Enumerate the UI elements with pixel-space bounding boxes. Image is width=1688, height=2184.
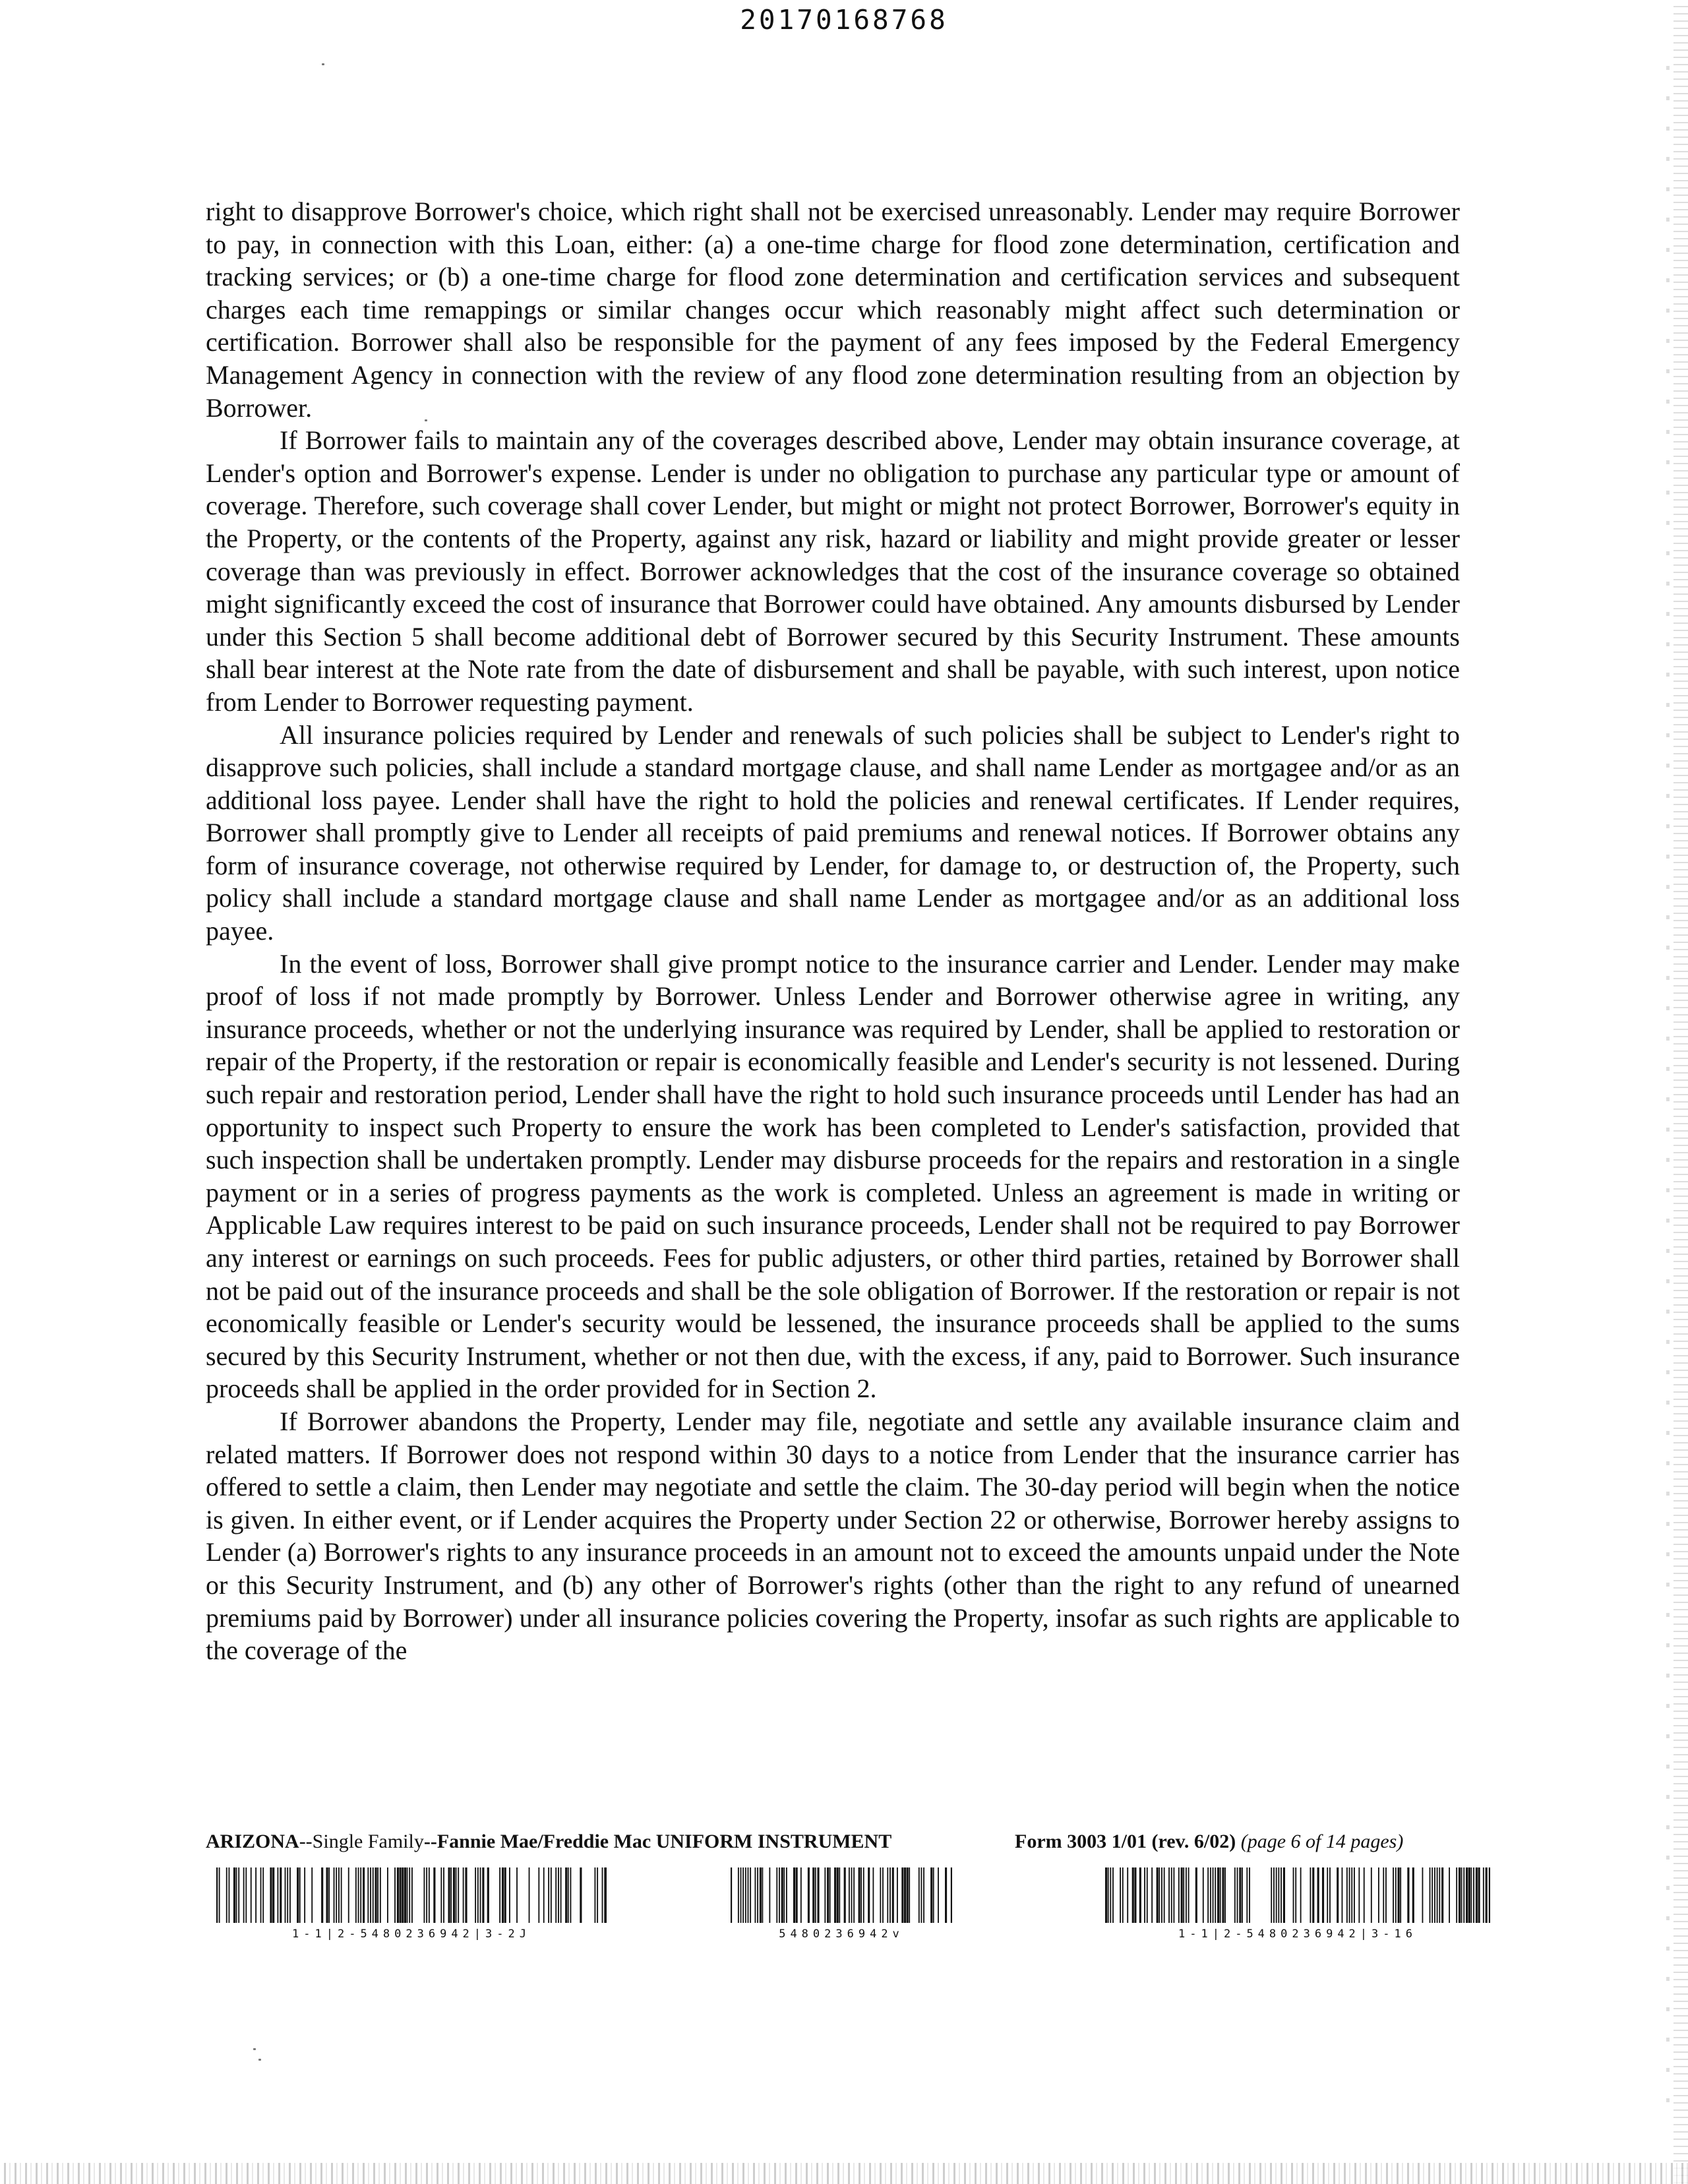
barcode-bar xyxy=(1273,1867,1275,1923)
footer-instrument: Fannie Mae/Freddie Mac UNIFORM INSTRUMENT xyxy=(437,1831,892,1852)
barcode-bar xyxy=(1132,1867,1134,1923)
barcode-bar xyxy=(1327,1867,1328,1923)
barcode-guard-bar xyxy=(731,1867,732,1923)
barcode-bar xyxy=(529,1867,530,1923)
barcode-bar xyxy=(1354,1867,1355,1923)
barcode-bar xyxy=(1412,1867,1414,1923)
barcode-bar xyxy=(882,1867,884,1923)
barcode-bar xyxy=(360,1867,361,1923)
barcode-bar xyxy=(1237,1867,1238,1923)
barcode-bar xyxy=(373,1867,374,1923)
barcode-text: 1-1|2-5480236942|3-2J xyxy=(292,1927,531,1941)
scan-speck xyxy=(258,2059,261,2061)
barcode-bar xyxy=(1463,1867,1464,1923)
barcode-bar xyxy=(1466,1867,1468,1923)
barcode-bar xyxy=(1430,1867,1431,1923)
barcode-bar xyxy=(334,1867,335,1923)
barcode-bar xyxy=(502,1867,504,1923)
barcode-bar xyxy=(304,1867,305,1923)
barcode-bar xyxy=(844,1867,846,1923)
barcode-bar xyxy=(278,1867,279,1923)
barcode-bar xyxy=(402,1867,404,1923)
barcode-bar xyxy=(1178,1867,1180,1923)
barcode-bar xyxy=(933,1867,934,1923)
barcode-bar xyxy=(1213,1867,1214,1923)
barcode-bar xyxy=(1210,1867,1211,1923)
barcode-bar xyxy=(762,1867,763,1923)
barcode-bar xyxy=(1476,1867,1478,1923)
paragraph-insurance-policies: All insurance policies required by Lender and renewals of such policies shall be subject to Lender's right to disapprove such policies, shall include a standard mortgage clause, and shall name Lender as mortgagee and/or as an additional loss payee. Lender shall have the right to hold the policies and renewal certificates. If Lender requires, Borrower shall promptly give to Lender all receipts of paid premiums and renewal notices. If Borrower obtains any form of insurance coverage, not otherwise required by Lender, for damage to, or destruction of, the Property, such policy shall include a standard mortgage clause and shall name Lender as mortgagee and/or as an additional loss payee. xyxy=(206,719,1460,946)
body-text xyxy=(206,195,1460,1667)
barcode-bar xyxy=(740,1867,742,1923)
footer-page-number: (page 6 of 14 pages) xyxy=(1240,1831,1404,1852)
barcode-bar xyxy=(480,1867,481,1923)
barcode-bar xyxy=(1188,1867,1190,1923)
barcode-bar xyxy=(904,1867,906,1923)
barcode-bar xyxy=(757,1867,758,1923)
barcode-bar xyxy=(555,1867,557,1923)
barcode-bar xyxy=(781,1867,783,1923)
barcode-bar xyxy=(1378,1867,1379,1923)
barcode-bar xyxy=(1468,1867,1470,1923)
barcode-bar xyxy=(1439,1867,1440,1923)
paragraph-abandonment: If Borrower abandons the Property, Lender may file, negotiate and settle any available insurance claim and related matters. If Borrower does not respond within 30 days to a notice from Lender that the insurance carrier has offered to settle a claim, then Lender may negotiate and settle the claim. The 30-day period will begin when the notice is given. In either event, or if Lender acquires the Property under Section 22 or otherwise, Borrower hereby assigns to Lender (a) Borrower's rights to any insurance proceeds in an amount not to exceed the amounts unpaid under the Note or this Security Instrument, and (b) any other of Borrower's rights (other than the right to any refund of unearned premiums paid by Borrower) under all insurance policies covering the Property, insofar as such rights are applicable to the coverage of the xyxy=(206,1406,1460,1666)
barcode-bar xyxy=(786,1867,787,1923)
barcode-bar xyxy=(443,1867,444,1923)
footer-form-id xyxy=(1015,1831,1403,1853)
barcode-bar xyxy=(251,1867,252,1923)
barcode-bar xyxy=(602,1867,603,1923)
barcode-bar xyxy=(1217,1867,1219,1923)
barcode-bar xyxy=(1383,1867,1384,1923)
barcode-bar xyxy=(1422,1867,1424,1923)
barcode-bar xyxy=(872,1867,874,1923)
barcode-bar xyxy=(1449,1867,1450,1923)
barcode-bar xyxy=(409,1867,410,1923)
barcode-bar xyxy=(404,1867,406,1923)
barcode-bar xyxy=(938,1867,939,1923)
barcode-bar xyxy=(380,1867,381,1923)
barcode-bar xyxy=(827,1867,829,1923)
recording-number: 20170168768 xyxy=(740,4,948,36)
barcode-bar xyxy=(326,1867,328,1923)
barcode-bar xyxy=(348,1867,349,1923)
barcode-bar xyxy=(458,1867,459,1923)
barcode-bar xyxy=(1122,1867,1124,1923)
barcode-bar xyxy=(465,1867,467,1923)
barcode-bar xyxy=(1164,1867,1165,1923)
barcode-bar xyxy=(1364,1867,1365,1923)
barcode-bar xyxy=(570,1867,572,1923)
barcode-bar xyxy=(1349,1867,1350,1923)
barcode-bar xyxy=(463,1867,464,1923)
barcode-bar xyxy=(1181,1867,1183,1923)
footer-dash: -- xyxy=(423,1831,437,1852)
barcode-bar xyxy=(394,1867,396,1923)
barcode-bar xyxy=(358,1867,359,1923)
barcode-bar xyxy=(260,1867,262,1923)
barcode-bar xyxy=(779,1867,780,1923)
barcode-bar xyxy=(1483,1867,1484,1923)
barcode-bar xyxy=(1173,1867,1174,1923)
paragraph-continued: right to disapprove Borrower's choice, which right shall not be exercised unreasonably. Lender may require Borrower to pay, in connection with this Loan, either: (a) a one-time charge for flood zone determination, certification and tracking services; or (b) a one-time charge for flood zone determination and certification services and subsequent charges each time remappings or similar changes occur which reasonably might affect such determination or certification. Borrower shall also be responsible for the payment of any fees imposed by the Federal Emergency Management Agency in connection with the review of any flood zone determination resulting from an objection by Borrower. xyxy=(206,197,1460,423)
barcode-bar xyxy=(1271,1867,1272,1923)
barcode-bar xyxy=(558,1867,559,1923)
barcode-bar xyxy=(1127,1867,1128,1923)
barcode-bar xyxy=(424,1867,425,1923)
barcode-bar xyxy=(776,1867,777,1923)
barcode-bar xyxy=(450,1867,452,1923)
scan-edge-shadow xyxy=(1673,0,1688,2184)
barcode-bar xyxy=(901,1867,903,1923)
barcode-bar xyxy=(255,1867,256,1923)
barcode-bar xyxy=(817,1867,819,1923)
barcode-bar xyxy=(1459,1867,1461,1923)
barcode-bar xyxy=(226,1867,227,1923)
barcode-bar xyxy=(1112,1867,1114,1923)
barcode-bar xyxy=(1203,1867,1204,1923)
barcode-bar xyxy=(568,1867,569,1923)
barcode-guard-bar xyxy=(1489,1867,1490,1923)
form-footer xyxy=(206,1831,1460,1853)
barcode-bar xyxy=(1239,1867,1241,1923)
barcode-bar xyxy=(1134,1867,1136,1923)
barcode-bar xyxy=(595,1867,596,1923)
barcode-bar xyxy=(328,1867,330,1923)
barcode-bar xyxy=(889,1867,891,1923)
barcode-bar xyxy=(1222,1867,1224,1923)
barcode-bar xyxy=(375,1867,377,1923)
barcode-bar xyxy=(387,1867,388,1923)
barcode-bar xyxy=(1157,1867,1159,1923)
barcode-bar xyxy=(219,1867,220,1923)
barcode-bar xyxy=(411,1867,413,1923)
barcode-bar xyxy=(1393,1867,1394,1923)
barcode-bar xyxy=(748,1867,749,1923)
barcode-bar xyxy=(1312,1867,1314,1923)
barcode-bar xyxy=(504,1867,506,1923)
scan-bottom-edge xyxy=(0,2163,1688,2184)
barcode-bar xyxy=(742,1867,744,1923)
barcode-guard-bar xyxy=(605,1867,607,1923)
barcode-bar xyxy=(1432,1867,1433,1923)
footer-family: Single Family xyxy=(312,1831,424,1852)
barcode-bar xyxy=(1398,1867,1400,1923)
barcode-bar xyxy=(1486,1867,1488,1923)
barcode-bar xyxy=(859,1867,860,1923)
barcode-bar xyxy=(1242,1867,1243,1923)
barcode-bar xyxy=(1215,1867,1216,1923)
barcode-bar xyxy=(311,1867,313,1923)
barcode-bar xyxy=(487,1867,489,1923)
barcode-bar xyxy=(1437,1867,1438,1923)
barcode-bar xyxy=(907,1867,909,1923)
paragraph-lender-coverage: If Borrower fails to maintain any of the coverages described above, Lender may obtain insurance coverage, at Lender's option and Borrower's expense. Lender is under no obligation to purchase any particular type or amount of coverage. Therefore, such coverage shall cover Lender, but might or might not protect Borrower, Borrower's equity in the Property, or the contents of the Property, against any risk, hazard or liability and might provide greater or lesser coverage than was previously in effect. Borrower acknowledges that the cost of the insurance coverage so obtained might significantly exceed the cost of insurance that Borrower could have obtained. Any amounts disbursed by Lender under this Section 5 shall become additional debt of Borrower secured by this Security Instrument. These amounts shall bear interest at the Note rate from the date of disbursement and shall be payable, with such interest, upon notice from Lender to Borrower requesting payment. xyxy=(206,425,1460,717)
barcode-bar xyxy=(336,1867,337,1923)
barcode-bar xyxy=(1342,1867,1343,1923)
barcode-right xyxy=(1105,1867,1490,1941)
barcode-bar xyxy=(769,1867,770,1923)
barcode-bar xyxy=(280,1867,282,1923)
barcode-bar xyxy=(1329,1867,1331,1923)
barcode-bar xyxy=(853,1867,855,1923)
barcode-bar xyxy=(238,1867,239,1923)
barcode-bar xyxy=(453,1867,455,1923)
barcode-bar xyxy=(1317,1867,1319,1923)
barcode-bar xyxy=(448,1867,450,1923)
barcode-bar xyxy=(1473,1867,1474,1923)
barcode-bar xyxy=(745,1867,746,1923)
barcode-bar xyxy=(1310,1867,1311,1923)
barcode-bar xyxy=(923,1867,924,1923)
barcode-bar xyxy=(829,1867,831,1923)
barcode-bar xyxy=(945,1867,947,1923)
barcode-bar xyxy=(1159,1867,1160,1923)
barcode-bar xyxy=(1276,1867,1277,1923)
barcode-bar xyxy=(233,1867,235,1923)
barcode-bar xyxy=(243,1867,245,1923)
barcode-bars xyxy=(1105,1867,1490,1923)
barcode-bar xyxy=(287,1867,288,1923)
barcode-bar xyxy=(1168,1867,1170,1923)
barcode-bar xyxy=(370,1867,371,1923)
barcode-bar xyxy=(1195,1867,1197,1923)
barcode-bar xyxy=(1249,1867,1250,1923)
barcode-bar xyxy=(1151,1867,1153,1923)
barcode-bar xyxy=(456,1867,457,1923)
barcode-bar xyxy=(834,1867,836,1923)
barcode-bar xyxy=(793,1867,795,1923)
barcode-bar xyxy=(1278,1867,1279,1923)
barcode-bar xyxy=(808,1867,810,1923)
barcode-bar xyxy=(919,1867,920,1923)
barcode-bar xyxy=(289,1867,291,1923)
barcode-bar xyxy=(551,1867,552,1923)
barcode-bar xyxy=(580,1867,582,1923)
barcode-bar xyxy=(245,1867,247,1923)
barcode-bar xyxy=(1395,1867,1397,1923)
barcode-bar xyxy=(837,1867,839,1923)
barcode-bar xyxy=(477,1867,479,1923)
barcode-bar xyxy=(1456,1867,1457,1923)
barcode-guard-bar xyxy=(951,1867,952,1923)
barcode-bar xyxy=(1108,1867,1109,1923)
barcode-bar xyxy=(921,1867,922,1923)
barcode-bar xyxy=(270,1867,272,1923)
barcode-bar xyxy=(849,1867,850,1923)
barcode-bar xyxy=(755,1867,756,1923)
barcode-bar xyxy=(812,1867,814,1923)
barcode-bar xyxy=(897,1867,898,1923)
barcode-bar xyxy=(341,1867,342,1923)
barcode-bar xyxy=(538,1867,539,1923)
barcode-guard-bar xyxy=(216,1867,218,1923)
barcode-bar xyxy=(796,1867,798,1923)
barcode-bar xyxy=(509,1867,510,1923)
barcode-bar xyxy=(1147,1867,1148,1923)
barcode-bar xyxy=(860,1867,862,1923)
barcode-bar xyxy=(1293,1867,1294,1923)
barcode-bar xyxy=(426,1867,427,1923)
barcode-bar xyxy=(1351,1867,1352,1923)
barcode-bar xyxy=(800,1867,802,1923)
barcode-bar xyxy=(1220,1867,1221,1923)
barcode-bar xyxy=(1281,1867,1282,1923)
footer-form-number: Form 3003 1/01 (rev. 6/02) xyxy=(1015,1831,1236,1852)
barcode-bar xyxy=(475,1867,476,1923)
barcode-bar xyxy=(560,1867,562,1923)
barcode-text: 5480236942v xyxy=(779,1927,904,1941)
barcode-bar xyxy=(499,1867,500,1923)
barcode-bar xyxy=(597,1867,598,1923)
footer-state: ARIZONA xyxy=(206,1831,299,1852)
barcode-bar xyxy=(1358,1867,1360,1923)
scan-speck xyxy=(322,63,324,65)
barcode-bar xyxy=(407,1867,408,1923)
barcode-bar xyxy=(824,1867,826,1923)
barcode-bar xyxy=(1371,1867,1372,1923)
barcode-center xyxy=(731,1867,952,1941)
barcode-bar xyxy=(363,1867,365,1923)
barcode-bar xyxy=(543,1867,545,1923)
barcode-bar xyxy=(909,1867,910,1923)
barcode-bar xyxy=(1337,1867,1339,1923)
barcode-bar xyxy=(1120,1867,1121,1923)
footer-dash: -- xyxy=(299,1831,313,1852)
barcode-bar xyxy=(1224,1867,1226,1923)
barcode-bar xyxy=(565,1867,567,1923)
scan-edge-marks xyxy=(1666,40,1670,2117)
barcode-bar xyxy=(1246,1867,1248,1923)
barcode-bar xyxy=(1385,1867,1387,1923)
barcode-bar xyxy=(229,1867,230,1923)
barcode-guard-bar xyxy=(1105,1867,1106,1923)
barcode-bar xyxy=(1300,1867,1302,1923)
barcode-bar xyxy=(516,1867,518,1923)
barcode-bar xyxy=(1183,1867,1184,1923)
barcode-bar xyxy=(783,1867,785,1923)
barcode-bar xyxy=(1322,1867,1324,1923)
barcode-left xyxy=(216,1867,607,1941)
barcode-bar xyxy=(1346,1867,1348,1923)
paragraph-event-of-loss: In the event of loss, Borrower shall give prompt notice to the insurance carrier and Lender. Lender may make proof of loss if not made promptly by Borrower. Unless Lender and Borrower otherwise agree in writing, any insurance proceeds, whether or not the underlying insurance was required by Lender, shall be applied to restoration or repair of the Property, if the restoration or repair is economically feasible and Lender's security is not lessened. During such repair and restoration period, Lender shall have the right to hold such insurance proceeds until Lender has had an opportunity to inspect such Property to ensure the work has been completed to Lender's satisfaction, provided that such inspection shall be undertaken promptly. Lender may disburse proceeds for the repairs and restoration in a single payment or in a series of progress payments as the work is completed. Unless an agreement is made in writing or Applicable Law requires interest to be paid on such insurance proceeds, Lender shall not be required to pay Borrower any interest or earnings on such proceeds. Fees for public adjusters, or other third parties, retained by Borrower shall not be paid out of the insurance proceeds and shall be the sole obligation of Borrower. If the restoration or repair is not economically feasible or Lender's security would be lessened, the insurance proceeds shall be applied to the sums secured by this Security Instrument, whether or not then due, with the excess, if any, paid to Borrower. Such insurance proceeds shall be applied in the order provided for in Section 2. xyxy=(206,948,1460,1404)
barcode-bar xyxy=(397,1867,399,1923)
barcode-bar xyxy=(1283,1867,1285,1923)
barcode-bar xyxy=(355,1867,357,1923)
barcode-bar xyxy=(433,1867,435,1923)
barcode-bar xyxy=(1171,1867,1172,1923)
barcode-bar xyxy=(299,1867,301,1923)
barcode-bar xyxy=(262,1867,264,1923)
barcode-bar xyxy=(880,1867,881,1923)
barcode-bar xyxy=(429,1867,430,1923)
barcode-bar xyxy=(1461,1867,1462,1923)
barcode-bar xyxy=(750,1867,751,1923)
barcode-bar xyxy=(1234,1867,1236,1923)
barcode-bar xyxy=(1207,1867,1209,1923)
barcode-bar xyxy=(868,1867,870,1923)
barcode-bar xyxy=(839,1867,840,1923)
barcode-bar xyxy=(1407,1867,1409,1923)
barcode-bar xyxy=(760,1867,762,1923)
scan-speck xyxy=(253,2048,256,2050)
barcode-bar xyxy=(367,1867,369,1923)
barcode-bar xyxy=(1295,1867,1296,1923)
barcode-bar xyxy=(892,1867,894,1923)
barcode-bars xyxy=(216,1867,607,1923)
barcode-bar xyxy=(851,1867,853,1923)
barcode-bar xyxy=(1470,1867,1472,1923)
barcode-bar xyxy=(863,1867,864,1923)
barcode-bar xyxy=(887,1867,888,1923)
barcode-bars xyxy=(731,1867,952,1923)
barcode-bar xyxy=(272,1867,274,1923)
barcode-bar xyxy=(1110,1867,1111,1923)
barcode-bar xyxy=(1478,1867,1480,1923)
barcode-bar xyxy=(1161,1867,1162,1923)
barcode-bar xyxy=(440,1867,442,1923)
barcode-bar xyxy=(377,1867,378,1923)
barcode-bar xyxy=(321,1867,323,1923)
barcode-bar xyxy=(1434,1867,1435,1923)
barcode-bar xyxy=(815,1867,816,1923)
barcode-bar xyxy=(297,1867,299,1923)
barcode-bar xyxy=(930,1867,932,1923)
barcode-bar xyxy=(1400,1867,1401,1923)
barcode-bar xyxy=(285,1867,286,1923)
barcode-bar xyxy=(482,1867,484,1923)
barcode-text: 1-1|2-5480236942|3-16 xyxy=(1178,1927,1417,1941)
barcode-bar xyxy=(400,1867,402,1923)
barcode-bar xyxy=(338,1867,340,1923)
barcode-bar xyxy=(1441,1867,1443,1923)
barcode-bar xyxy=(236,1867,237,1923)
barcode-bar xyxy=(1186,1867,1187,1923)
barcode-bar xyxy=(1144,1867,1145,1923)
barcode-bar xyxy=(738,1867,739,1923)
barcode-bar xyxy=(1139,1867,1141,1923)
barcode-bar xyxy=(548,1867,549,1923)
